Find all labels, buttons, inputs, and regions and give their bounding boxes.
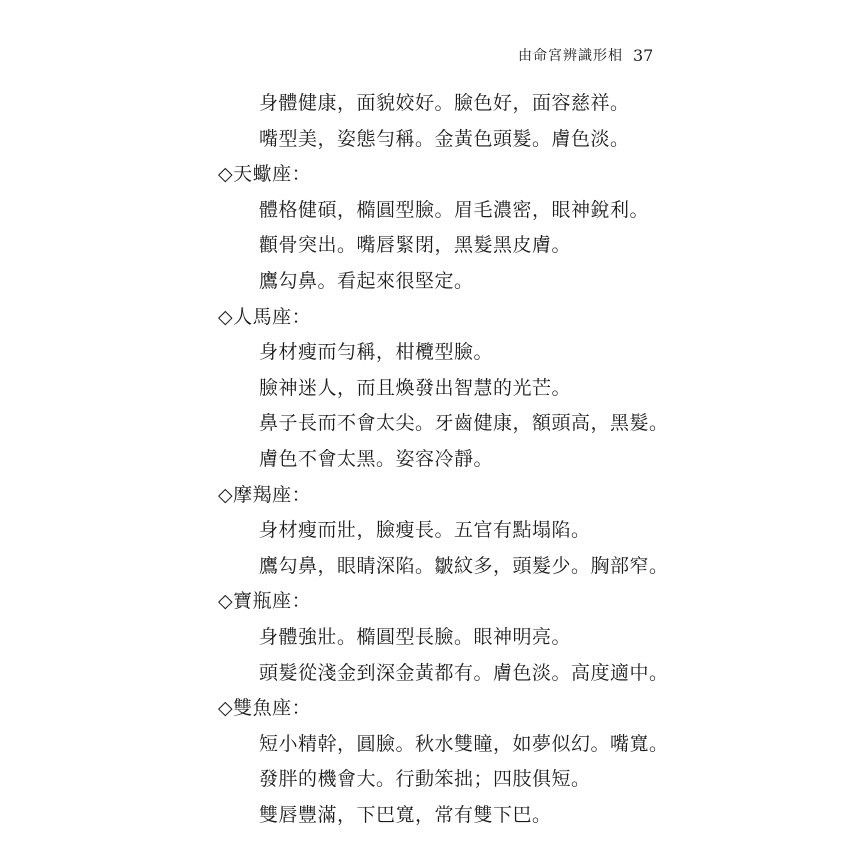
text-line: 顴骨突出。嘴唇緊閉，黑髮黑皮膚。 bbox=[259, 234, 572, 257]
page-body bbox=[218, 86, 678, 833]
text-line: 短小精幹，圓臉。秋水雙瞳，如夢似幻。嘴寬。 bbox=[259, 732, 669, 755]
text-line: 身材瘦而勻稱，柑欖型臉。 bbox=[259, 341, 494, 364]
running-header bbox=[518, 44, 668, 66]
text-line: 身體強壯。橢圓型長臉。眼神明亮。 bbox=[259, 625, 572, 648]
page-number: 37 bbox=[633, 45, 654, 65]
text-line: 身體健康，面貌姣好。臉色好，面容慈祥。 bbox=[259, 92, 630, 114]
section-heading: ◇雙魚座： bbox=[218, 697, 312, 720]
text-line: 臉神迷人，而且煥發出智慧的光芒。 bbox=[259, 376, 572, 399]
section-heading: ◇天蠍座： bbox=[218, 163, 312, 186]
text-line: 膚色不會太黑。姿容冷靜。 bbox=[259, 447, 494, 470]
header-title: 由命宮辨識形相 bbox=[518, 48, 623, 64]
section-heading: ◇寶瓶座： bbox=[218, 590, 312, 613]
text-line: 頭髮從淺金到深金黃都有。膚色淡。高度適中。 bbox=[259, 661, 669, 684]
text-line: 雙唇豐滿，下巴寬，常有雙下巴。 bbox=[259, 803, 552, 826]
text-line: 鼻子長而不會太尖。牙齒健康，額頭高，黑髮。 bbox=[259, 412, 669, 435]
text-line: 發胖的機會大。行動笨拙；四肢俱短。 bbox=[259, 768, 591, 791]
text-line: 鷹勾鼻，眼睛深陷。皺紋多，頭髮少。胸部窄。 bbox=[259, 554, 669, 577]
text-line: 體格健碩，橢圓型臉。眉毛濃密，眼神銳利。 bbox=[259, 198, 650, 221]
text-line: 身材瘦而壯，臉瘦長。五官有點塌陷。 bbox=[259, 519, 591, 542]
section-heading: ◇人馬座： bbox=[218, 305, 312, 328]
text-line: 鷹勾鼻。看起來很堅定。 bbox=[259, 269, 474, 292]
section-heading: ◇摩羯座： bbox=[218, 483, 312, 506]
text-line: 嘴型美，姿態勻稱。金黃色頭髮。膚色淡。 bbox=[259, 127, 630, 150]
